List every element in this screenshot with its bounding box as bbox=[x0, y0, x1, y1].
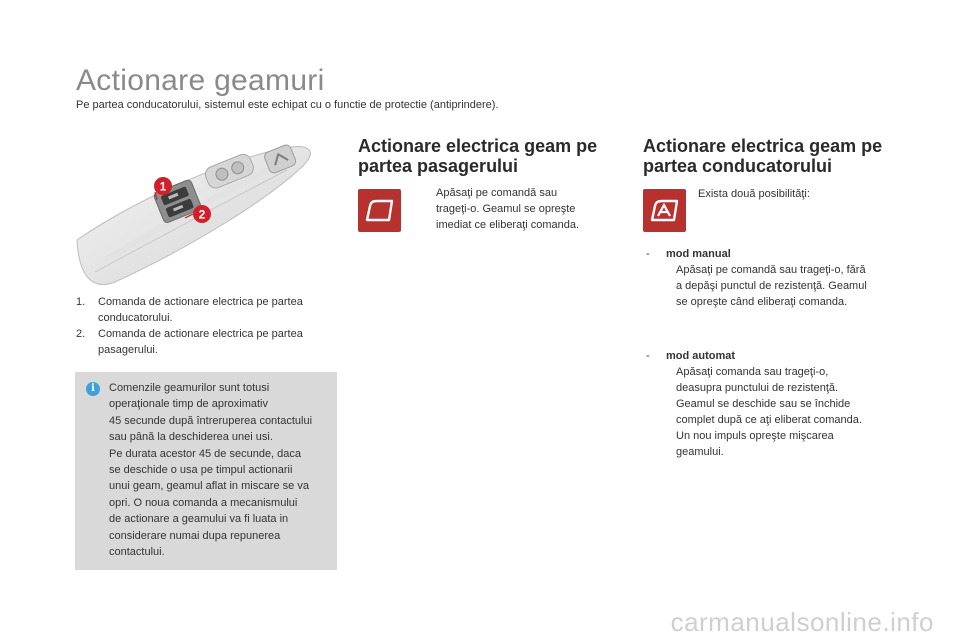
instruction-line: Apăsaţi pe comandă sau bbox=[436, 187, 558, 199]
page-title: Actionare geamuri bbox=[76, 64, 325, 97]
instruction-line: complet după ce aţi eliberat comanda. bbox=[676, 414, 862, 426]
heading-line: partea conducatorului bbox=[643, 156, 833, 176]
info-line: Pe durata acestor 45 de secunde, daca bbox=[109, 447, 302, 460]
mode-label: mod manual bbox=[666, 248, 731, 260]
info-line: Comenzile geamurilor sunt totusi bbox=[109, 382, 270, 394]
heading-line: Actionare electrica geam pe bbox=[643, 136, 883, 156]
automatic-mode-item bbox=[646, 428, 916, 460]
legend-number: 2. bbox=[76, 328, 86, 340]
legend-line: Comanda de actionare electrica pe partea bbox=[98, 328, 303, 340]
automatic-mode-item bbox=[646, 364, 916, 428]
dash-bullet: - bbox=[646, 350, 650, 362]
legend-line: conducatorului. bbox=[98, 312, 173, 324]
manual-mode-heading bbox=[646, 246, 916, 262]
instruction-line: deasupra punctului de rezistenţă. bbox=[676, 382, 839, 394]
instruction-line: Geamul se deschide sau se închide bbox=[676, 398, 851, 410]
info-note-text bbox=[109, 380, 331, 560]
instruction-line: imediat ce eliberaţi comanda. bbox=[436, 219, 580, 231]
info-line: opri. O noua comanda a mecanismului bbox=[109, 496, 298, 509]
instruction-line: a depăşi punctul de rezistenţă. Geamul bbox=[676, 280, 867, 292]
page-subtitle: Pe partea conducatorului, sistemul este echipat cu o functie de protectie (antiprindere). bbox=[76, 99, 499, 111]
legend-item-2 bbox=[76, 326, 336, 358]
info-line: 45 secunde după întreruperea contactului bbox=[109, 414, 313, 427]
window-switch-diagram bbox=[75, 140, 330, 290]
info-line: unui geam, geamul aflat in miscare se va bbox=[109, 480, 309, 493]
callout-1-label: 1 bbox=[159, 179, 167, 194]
info-icon: i bbox=[86, 382, 100, 396]
manual-mode-item bbox=[646, 262, 916, 310]
instruction-line: Un nou impuls opreşte mişcarea bbox=[676, 430, 834, 442]
dash-bullet: - bbox=[646, 248, 650, 260]
instruction-line: geamului. bbox=[676, 446, 724, 458]
driver-window-icon bbox=[643, 189, 686, 232]
passenger-window-icon bbox=[358, 189, 401, 232]
passenger-instruction bbox=[414, 185, 624, 233]
legend-line: pasagerului. bbox=[98, 344, 158, 356]
heading-line: Actionare electrica geam pe bbox=[358, 136, 598, 156]
driver-section-heading bbox=[643, 136, 923, 176]
automatic-mode-heading bbox=[646, 348, 916, 364]
watermark: carmanualsonline.info bbox=[670, 607, 934, 637]
automatic-mode-block bbox=[646, 348, 916, 460]
info-line: se deschide o usa pe timpul actionarii bbox=[109, 464, 293, 477]
info-line: considerare numai dupa repunerea bbox=[109, 529, 281, 542]
instruction-line: trageţi-o. Geamul se opreşte bbox=[436, 203, 576, 215]
instruction-line: se opreşte când eliberaţi comanda. bbox=[676, 296, 848, 308]
legend-number: 1. bbox=[76, 296, 86, 308]
legend-line: Comanda de actionare electrica pe partea bbox=[98, 296, 303, 308]
heading-line: partea pasagerului bbox=[358, 156, 519, 176]
info-line: de actionare a geamului va fi luata in bbox=[109, 513, 289, 526]
door-panel-illustration bbox=[75, 140, 330, 290]
instruction-line: Apăsaţi pe comandă sau trageţi-o, fără bbox=[676, 264, 866, 276]
callout-2-label: 2 bbox=[198, 207, 206, 222]
diagram-legend bbox=[76, 294, 336, 358]
passenger-section-heading bbox=[358, 136, 638, 176]
manual-mode-block bbox=[646, 246, 916, 310]
mode-label: mod automat bbox=[666, 350, 736, 362]
instruction-line: Apăsaţi comanda sau trageţi-o, bbox=[676, 366, 829, 378]
info-line: sau până la deschiderea unei usi. bbox=[109, 431, 273, 444]
legend-item-1 bbox=[76, 294, 336, 326]
info-line: operaţionale timp de aproximativ bbox=[109, 398, 268, 411]
info-note-box bbox=[75, 372, 337, 570]
info-line: contactului. bbox=[109, 546, 165, 559]
driver-intro: Exista două posibilităţi: bbox=[698, 188, 810, 200]
